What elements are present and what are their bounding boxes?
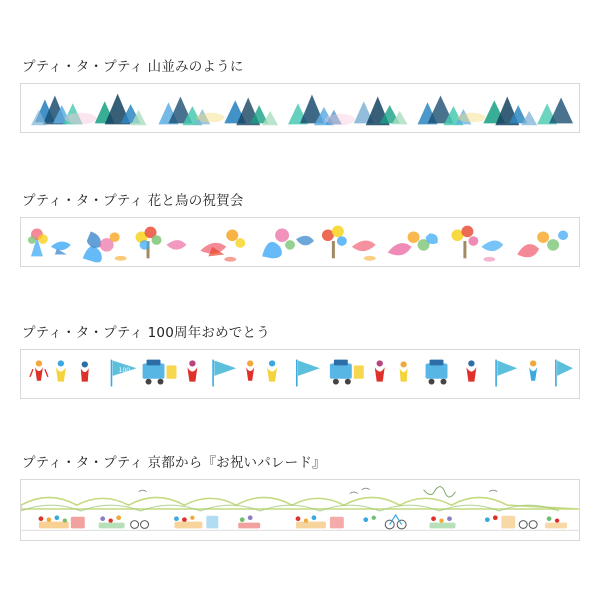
product-title: プティ・タ・プティ 京都から『お祝いパレード』 xyxy=(22,455,326,471)
product-title: プティ・タ・プティ 100周年おめでとう xyxy=(22,325,270,341)
tape-preview-frame[interactable] xyxy=(20,479,580,541)
product-title: プティ・タ・プティ 花と鳥の祝賀会 xyxy=(22,193,244,209)
flowers-and-birds-washi-tape xyxy=(21,218,579,266)
kyoto-celebration-parade-washi-tape xyxy=(21,480,579,540)
100th-anniversary-washi-tape xyxy=(21,350,579,398)
tape-preview-frame[interactable] xyxy=(20,349,580,399)
mountain-range-washi-tape xyxy=(21,84,579,132)
tape-preview-frame[interactable] xyxy=(20,217,580,267)
product-item-100th-anniversary xyxy=(20,324,580,399)
product-title: プティ・タ・プティ 山並みのように xyxy=(22,59,244,75)
product-item-mountain-range xyxy=(20,58,580,133)
svg-text:100: 100 xyxy=(118,368,131,375)
product-item-kyoto-parade xyxy=(20,454,580,541)
tape-preview-frame[interactable] xyxy=(20,83,580,133)
product-item-flowers-and-birds xyxy=(20,192,580,267)
